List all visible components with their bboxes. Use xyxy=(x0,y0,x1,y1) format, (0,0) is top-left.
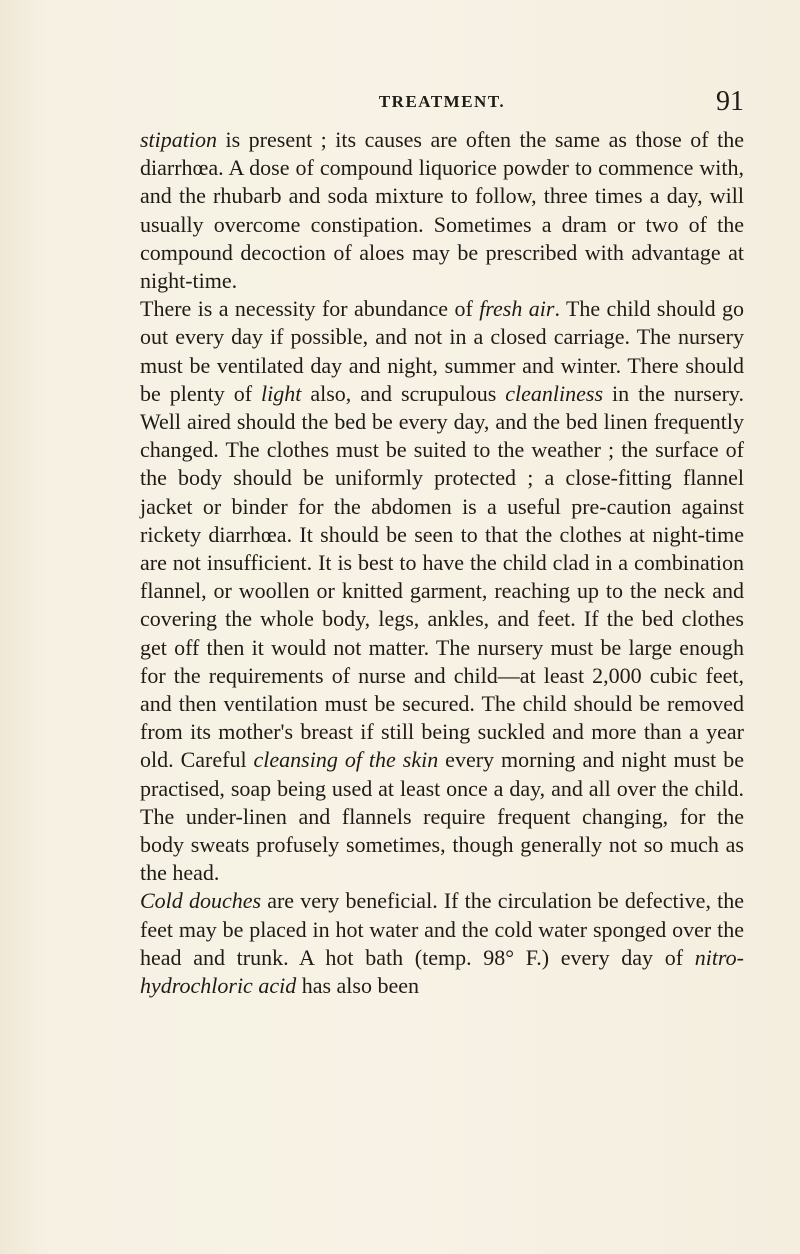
page-number: 91 xyxy=(716,86,744,117)
text-run: also, and scrupulous xyxy=(301,380,506,406)
text-run: every morning and night must be practised, soap being used at least once a day, and all over the child. The under-linen and flannels require frequent changing, for the body sweats profusely sometimes, though generally not so much as the head. xyxy=(140,747,744,886)
paragraph xyxy=(140,126,744,295)
italic-phrase: light xyxy=(261,380,302,406)
body-text xyxy=(140,126,744,1000)
text-run: has also been xyxy=(296,973,419,999)
running-head: TREATMENT. xyxy=(378,92,506,111)
italic-phrase: stipation xyxy=(140,127,218,152)
text-run: are very beneficial. If the circulation be defective, the feet may be placed in hot water and the cold water sponged over the head and trunk. A hot bath (temp. 98° F.) every day of xyxy=(140,888,744,970)
italic-phrase: Cold douches xyxy=(140,888,262,914)
text-run: . The child should go out every day if possible, and not in a closed carriage. The nursery must be ventilated day and night, summer and winter. There should be plenty of xyxy=(140,296,745,406)
italic-phrase: cleansing of the skin xyxy=(253,747,439,773)
italic-phrase: nitro-hydrochloric acid xyxy=(140,944,744,999)
italic-phrase: cleanliness xyxy=(505,380,604,406)
text-run: is present ; its causes are often the same as those of the diarrhœa. A dose of compound liquorice powder to commence with, and the rhubarb and soda mixture to follow, three times a day, will usually overcome constipation. Sometimes a dram or two of the compound decoction of aloes may be prescribed with advantage at night-time. xyxy=(140,127,744,294)
paragraph xyxy=(140,887,744,1000)
text-run: There is a necessity for abundance of xyxy=(140,296,480,322)
paragraph xyxy=(140,295,744,887)
text-run: in the nursery. Well aired should the bed be every day, and the bed linen frequently changed. The clothes must be suited to the weather ; the surface of the body should be uniformly protected ; a close-fitting flannel jacket or binder for the abdomen is a useful pre-caution against rickety diarrhœa. It should be seen to that the clothes at night-time are not insufficient. It is best to have the child clad in a combination flannel, or woollen or knitted garment, reaching up to the neck and covering the whole body, legs, ankles, and feet. If the bed clothes get off then it would not matter. The nursery must be large enough for the requirements of nurse and child—at least 2,000 cubic feet, and then ventilation must be secured. The child should be removed from its mother's breast if still being suckled and more than a year old. Careful xyxy=(140,380,744,773)
italic-phrase: fresh air xyxy=(479,296,555,322)
page-header xyxy=(140,86,744,122)
